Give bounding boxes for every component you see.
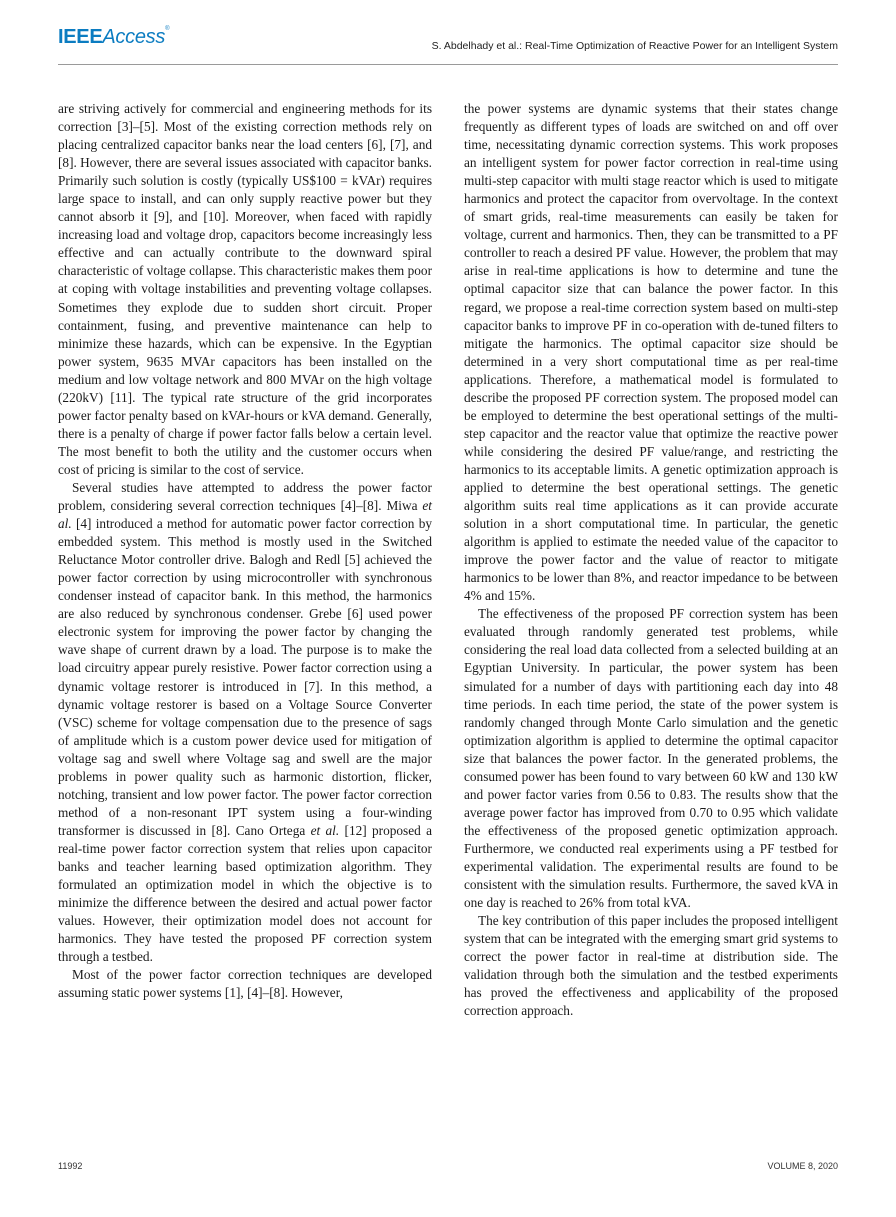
et-al-italic: et al. xyxy=(58,498,432,532)
page-footer xyxy=(58,1161,838,1175)
left-column xyxy=(58,100,432,1002)
paragraph xyxy=(58,479,432,966)
logo-ieee: IEEE xyxy=(58,26,103,48)
logo-trademark: ® xyxy=(165,26,170,32)
paragraph-text: Several studies have attempted to address the power factor problem, considering several correction techniques [4]–[8]. Miwa xyxy=(58,479,432,514)
paragraph: The effectiveness of the proposed PF correction system has been evaluated through randomly generated test problems, while considering the real load data collected from a selected building at an Egyptian University. In particular, the power system has been simulated for a number of days with partitioning each day into 48 time periods. In each time period, the state of the power system is randomly changed through Monte Carlo simulation and the genetic optimization algorithm is applied to determine the optimal capacitor size that balances the power factor. In the generated problems, the consumed power has been found to vary between 60 kW and 130 kW and power factor varies from 0.56 to 0.83. The results show that the average power factor has improved from 0.70 to 0.95 which validate the effectiveness of the proposed genetic optimization approach. Furthermore, we conducted real experiments using a PF testbed for experimental validation. The experimental results are found to be consistent with the simulation results. Furthermore, the saved kVA in one day is reached to 26% from total kVA. xyxy=(464,606,838,911)
paragraph-text: [12] proposed a real-time power factor correction system that relies upon capacitor banks and teacher learning based optimization algorithm. They formulated an optimization model in which the objective is to minimize the difference between the desired and actual power factor values. However, their optimization model does not account for harmonics. They have tested the proposed PF correction system through a testbed. xyxy=(58,822,433,965)
journal-logo xyxy=(58,26,169,49)
right-column xyxy=(464,100,838,1020)
running-head: S. Abdelhady et al.: Real-Time Optimization of Reactive Power for an Intelligent System xyxy=(431,40,838,52)
header-divider xyxy=(58,64,838,65)
paragraph: Most of the power factor correction techniques are developed assuming static power systems [1], [4]–[8]. However, xyxy=(58,967,432,1001)
et-al-italic: et al. xyxy=(310,822,340,838)
volume-label: VOLUME 8, 2020 xyxy=(767,1161,838,1171)
page-header xyxy=(58,26,838,62)
paragraph: the power systems are dynamic systems that their states change frequently as different types of loads are switched on and off over time, necessitating dynamic correction systems. This work proposes an intelligent system for power factor correction in real-time using multi-step capacitor with multi stage reactor which is used to mitigate harmonics and protect the capacitor from overvoltage. In the context of smart grids, real-time measurements can easily be taken for voltage, current and harmonics. Then, they can be transmitted to a PF controller to reach a desired PF value. However, the problem that may arise in real-time applications is how to determine and tune the optimal capacitor size that can balance the power factor. In this regard, we propose a real-time correction system based on multi-step capacitor banks to improve PF in co-operation with de-tuned filters to mitigate the harmonics. The optimal capacitor size should be determined in a very short computational time as per real-time applications. Therefore, a mathematical model is formulated to describe the proposed PF correction system. The proposed model can be employed to determine the best operational settings of the multi-step capacitor and the reactor value that optimize the reactive power while considering the desired PF value/range, and restricting the harmonics to its acceptable limits. A genetic optimization approach is applied to determine the best operational settings. The genetic algorithm suits real time applications as it can provide accurate solution in a short computational time. In particular, the genetic algorithm is applied to estimate the needed value of the capacitor to improve the power factor and the value of reactor to mitigate harmonics to be lower than 8%, and reactor impedance to be between 4% and 15%. xyxy=(464,101,838,604)
paragraph: are striving actively for commercial and engineering methods for its correction [3]–[5]. Most of the existing correction methods rely on placing centralized capacitor banks near the load centers [6], [7], and [8]. However, there are several issues associated with capacitor banks. Primarily such solution is costly (typically US$100 = kVAr) requires large space to install, and can only supply reactive power but they cannot absorb it [9], and [10]. Moreover, when faced with rapidly increasing load and voltage drop, capacitors become increasingly less effective and can actually contribute to the downward spiral characteristic of voltage collapse. This characteristic makes them poor at coping with voltage instabilities and preventing voltage collapses. Sometimes they explode due to sudden short circuit. Proper containment, fusing, and preventive maintenance can help to minimize these hazards, which can be expensive. In the Egyptian power system, 9635 MVAr capacitors has been installed on the medium and low voltage network and 800 MVAr on the high voltage (220kV) [11]. The typical rate structure of the grid incorporates power factor penalty based on kVAr-hours or kVA demand. Generally, there is a penalty of charge if power factor falls below a certain level. The most benefit to both the utility and the customer occurs when cost of pricing is similar to the cost of service. xyxy=(58,101,432,477)
paragraph: The key contribution of this paper includes the proposed intelligent system that can be integrated with the emerging smart grid systems to correct the power factor in real-time at distribution side. The validation through both the simulation and the testbed experiments has proved the effectiveness and applicability of the proposed correction approach. xyxy=(464,913,838,1019)
logo-access: Access xyxy=(102,26,166,48)
paragraph-text: [4] introduced a method for automatic power factor correction by embedded system. This method is mostly used in the Switched Reluctance Motor controller drive. Balogh and Redl [5] achieved the power factor correction by using microcontroller with synchronous condenser instead of capacitor bank. In this method, the harmonics are also reduced by synchronous condenser. Grebe [6] used power electronic system for improving the power factor by changing the wave shape of current drawn by a load. The purpose is to make the load circuitry appear purely resistive. Power factor correction using a dynamic voltage restorer is introduced in [7]. In this method, a dynamic voltage restorer is based on a Voltage Source Converter (VSC) scheme for voltage compensation due to the presence of sags of amplitude which is a custom power device used for mitigation of voltage sag and swell where Voltage sag and swell are the major problems in power quality such as harmonic distortion, flicker, notching, transient and low power factor. The power factor correction method of a non-resonant IPT system using a four-winding transformer is discussed in [8]. Cano Ortega xyxy=(58,516,432,838)
page-number: 11992 xyxy=(58,1161,83,1171)
